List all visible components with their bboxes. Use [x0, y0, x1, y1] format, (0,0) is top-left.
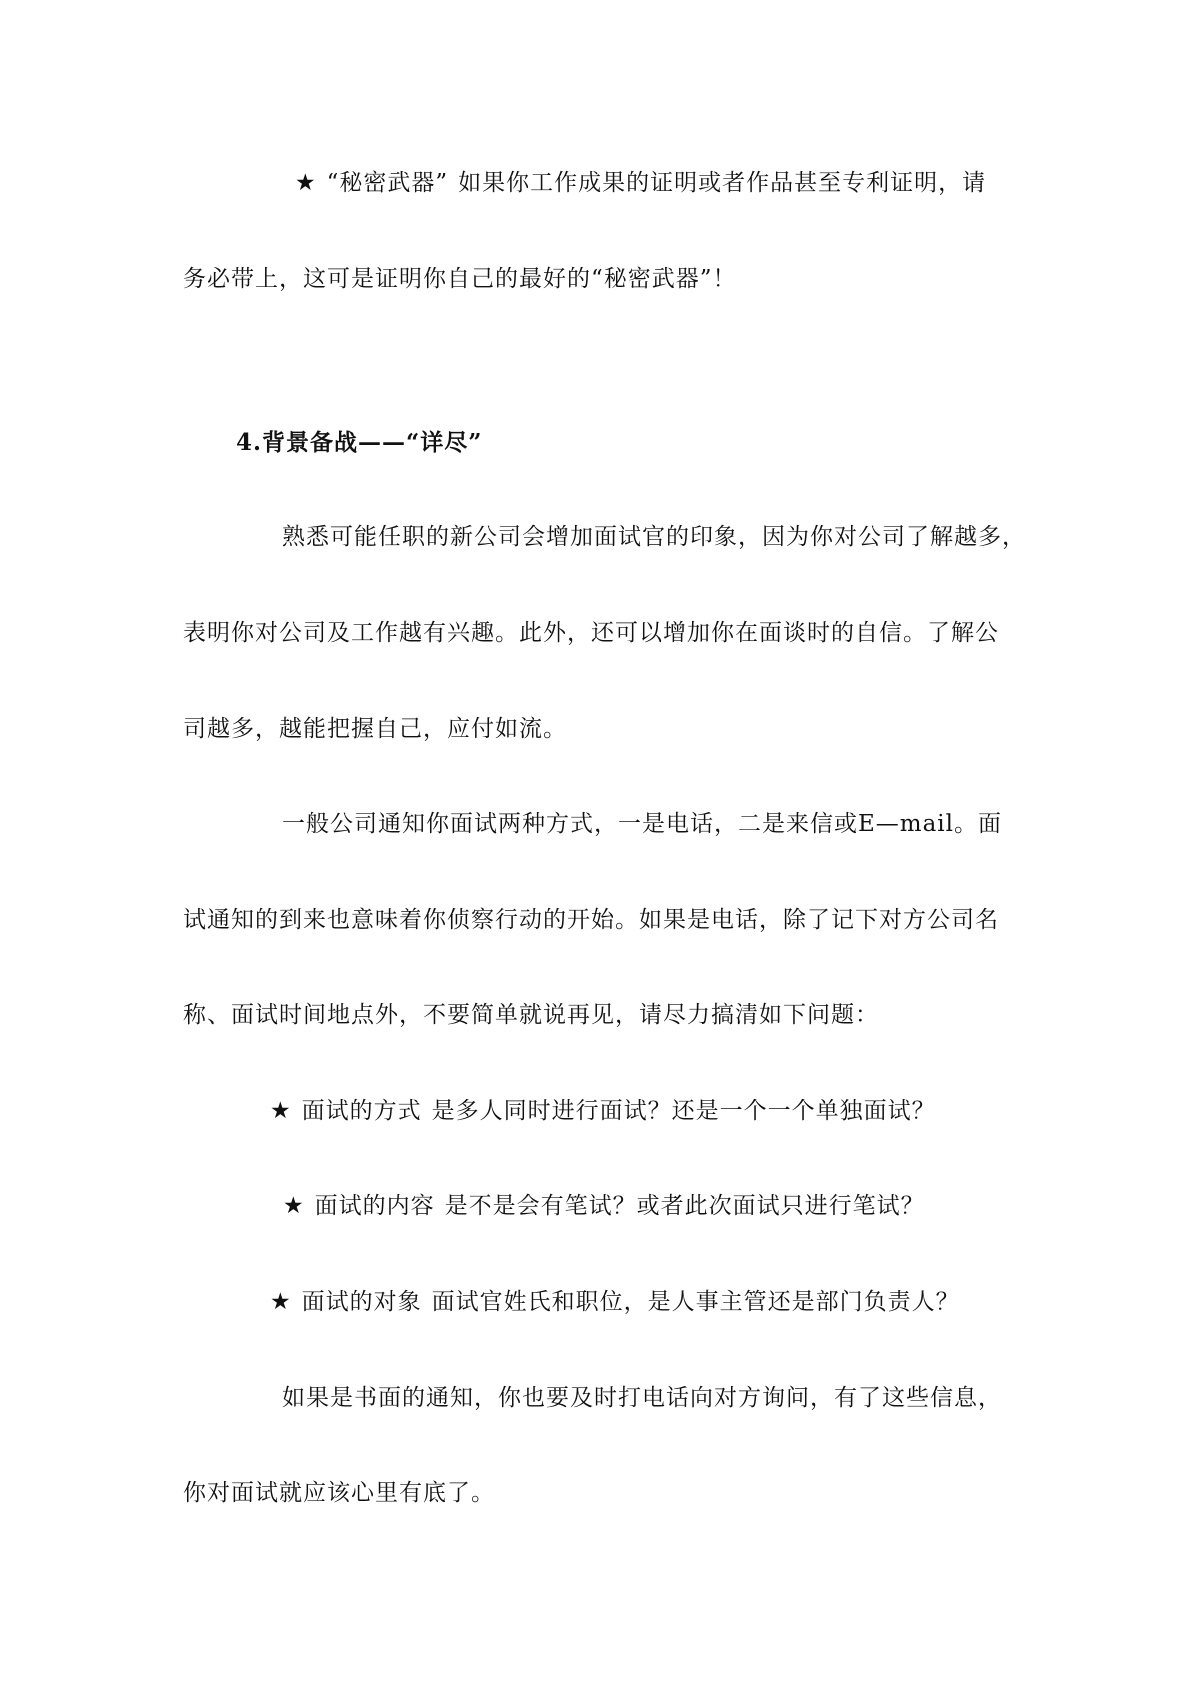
bullet-label: 面试的内容 — [314, 1193, 435, 1219]
paragraph-2-line-1 — [282, 522, 1026, 552]
paragraph-4-line-1 — [282, 1383, 1002, 1413]
paragraph-3-line-1 — [282, 809, 1002, 839]
secret-weapon-text-2: 务必带上，这可是证明你自己的最好的“秘密武器”！ — [183, 266, 737, 292]
paragraph-3-text-1: 一般公司通知你面试两种方式，一是电话，二是来信或E—mail。面 — [282, 811, 1003, 837]
bullet-item — [270, 1096, 936, 1126]
paragraph-4-text-1: 如果是书面的通知，你也要及时打电话向对方询问，有了这些信息， — [282, 1385, 1002, 1411]
paragraph-3-line-3 — [183, 1000, 879, 1030]
star-icon: ★ — [270, 1289, 292, 1315]
paragraph-4-text-2: 你对面试就应该心里有底了。 — [183, 1480, 495, 1506]
bullet-label: 面试的对象 — [301, 1289, 422, 1315]
section-heading — [236, 428, 482, 458]
paragraph-2-text-2: 表明你对公司及工作越有兴趣。此外，还可以增加你在面谈时的自信。了解公 — [183, 620, 999, 646]
paragraph-3-line-2 — [183, 905, 999, 935]
secret-weapon-line-1 — [295, 168, 986, 198]
bullet-item — [283, 1191, 925, 1221]
paragraph-2-text-3: 司越多，越能把握自己，应付如流。 — [183, 716, 567, 742]
paragraph-2-line-2 — [183, 618, 999, 648]
bullet-text: 是不是会有笔试？或者此次面试只进行笔试？ — [444, 1193, 925, 1219]
bullet-text: 面试官姓氏和职位，是人事主管还是部门负责人？ — [431, 1289, 960, 1315]
paragraph-2-line-3 — [183, 714, 567, 744]
bullet-text: 是多人同时进行面试？还是一个一个单独面试？ — [431, 1098, 936, 1124]
bullet-label: 面试的方式 — [301, 1098, 422, 1124]
secret-weapon-line-2 — [183, 264, 737, 294]
paragraph-3-text-2: 试通知的到来也意味着你侦察行动的开始。如果是电话，除了记下对方公司名 — [183, 907, 999, 933]
bullet-item — [270, 1287, 960, 1317]
paragraph-3-text-3: 称、面试时间地点外，不要简单就说再见，请尽力搞清如下问题： — [183, 1002, 879, 1028]
section-heading-text: 4.背景备战——“详尽” — [236, 429, 483, 456]
star-icon: ★ — [295, 170, 317, 196]
paragraph-4-line-2 — [183, 1478, 495, 1508]
secret-weapon-title: “秘密武器” — [326, 170, 449, 196]
secret-weapon-text: 如果你工作成果的证明或者作品甚至专利证明，请 — [458, 170, 987, 196]
star-icon: ★ — [270, 1098, 292, 1124]
star-icon: ★ — [283, 1193, 305, 1219]
paragraph-2-text-1: 熟悉可能任职的新公司会增加面试官的印象，因为你对公司了解越多， — [282, 524, 1026, 550]
